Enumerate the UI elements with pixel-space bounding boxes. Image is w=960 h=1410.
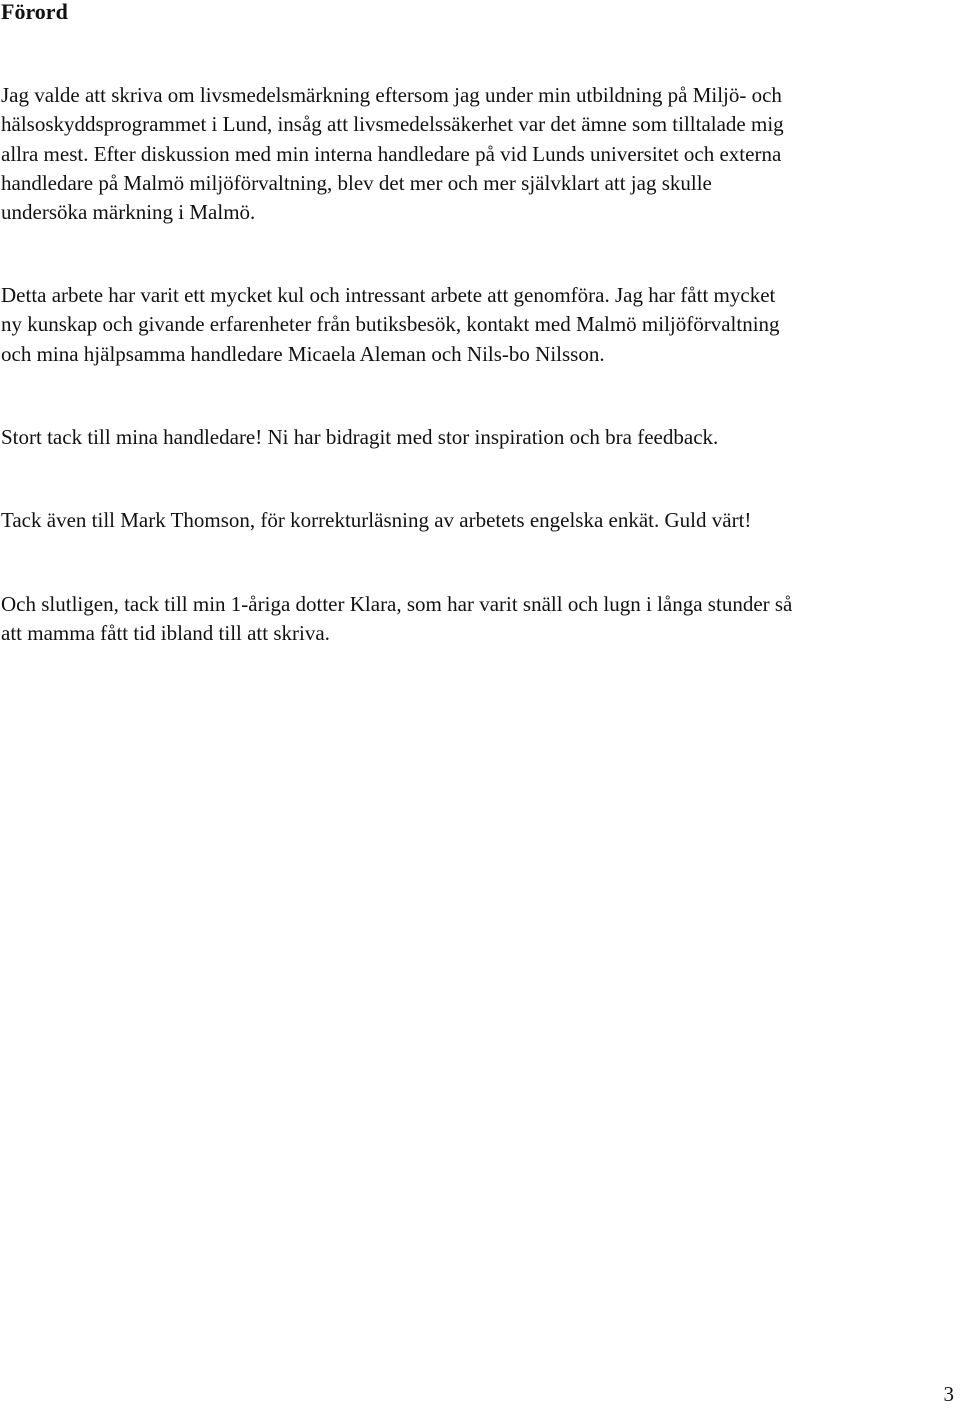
page-heading: Förord — [1, 0, 68, 24]
paragraph-experience — [1, 281, 780, 369]
text-line: handledare på Malmö miljöförvaltning, blev det mer och mer självklart att jag skulle — [1, 170, 712, 195]
paragraph-intro — [1, 81, 784, 227]
text-line: Detta arbete har varit ett mycket kul och intressant arbete att genomföra. Jag har fått mycket — [1, 283, 776, 307]
text-line: undersöka märkning i Malmö. — [1, 200, 256, 225]
paragraph-thanks-proofreading — [1, 506, 751, 535]
text-line: ny kunskap och givande erfarenheter från butiksbesök, kontakt med Malmö miljöförvaltning — [1, 312, 780, 337]
text-line: Och slutligen, tack till min 1-åriga dotter Klara, som har varit snäll och lugn i långa stunder så — [1, 592, 793, 616]
paragraph-thanks-supervisors — [1, 423, 718, 452]
text-line: och mina hjälpsamma handledare Micaela Aleman och Nils-bo Nilsson. — [1, 341, 605, 366]
text-line: Jag valde att skriva om livsmedelsmärkning eftersom jag under min utbildning på Miljö- och — [1, 83, 782, 107]
page-number: 3 — [943, 1382, 954, 1406]
text-line: Tack även till Mark Thomson, för korrekturläsning av arbetets engelska enkät. Guld värt! — [1, 508, 752, 532]
text-line: att mamma fått tid ibland till att skriva. — [1, 621, 330, 646]
text-line: allra mest. Efter diskussion med min interna handledare på vid Lunds universitet och externa — [1, 141, 782, 166]
text-line: hälsoskyddsprogrammet i Lund, insåg att livsmedelssäkerhet var det ämne som tilltalade mig — [1, 112, 784, 137]
text-line: Stort tack till mina handledare! Ni har bidragit med stor inspiration och bra feedback. — [1, 425, 719, 449]
paragraph-thanks-family — [1, 590, 792, 649]
